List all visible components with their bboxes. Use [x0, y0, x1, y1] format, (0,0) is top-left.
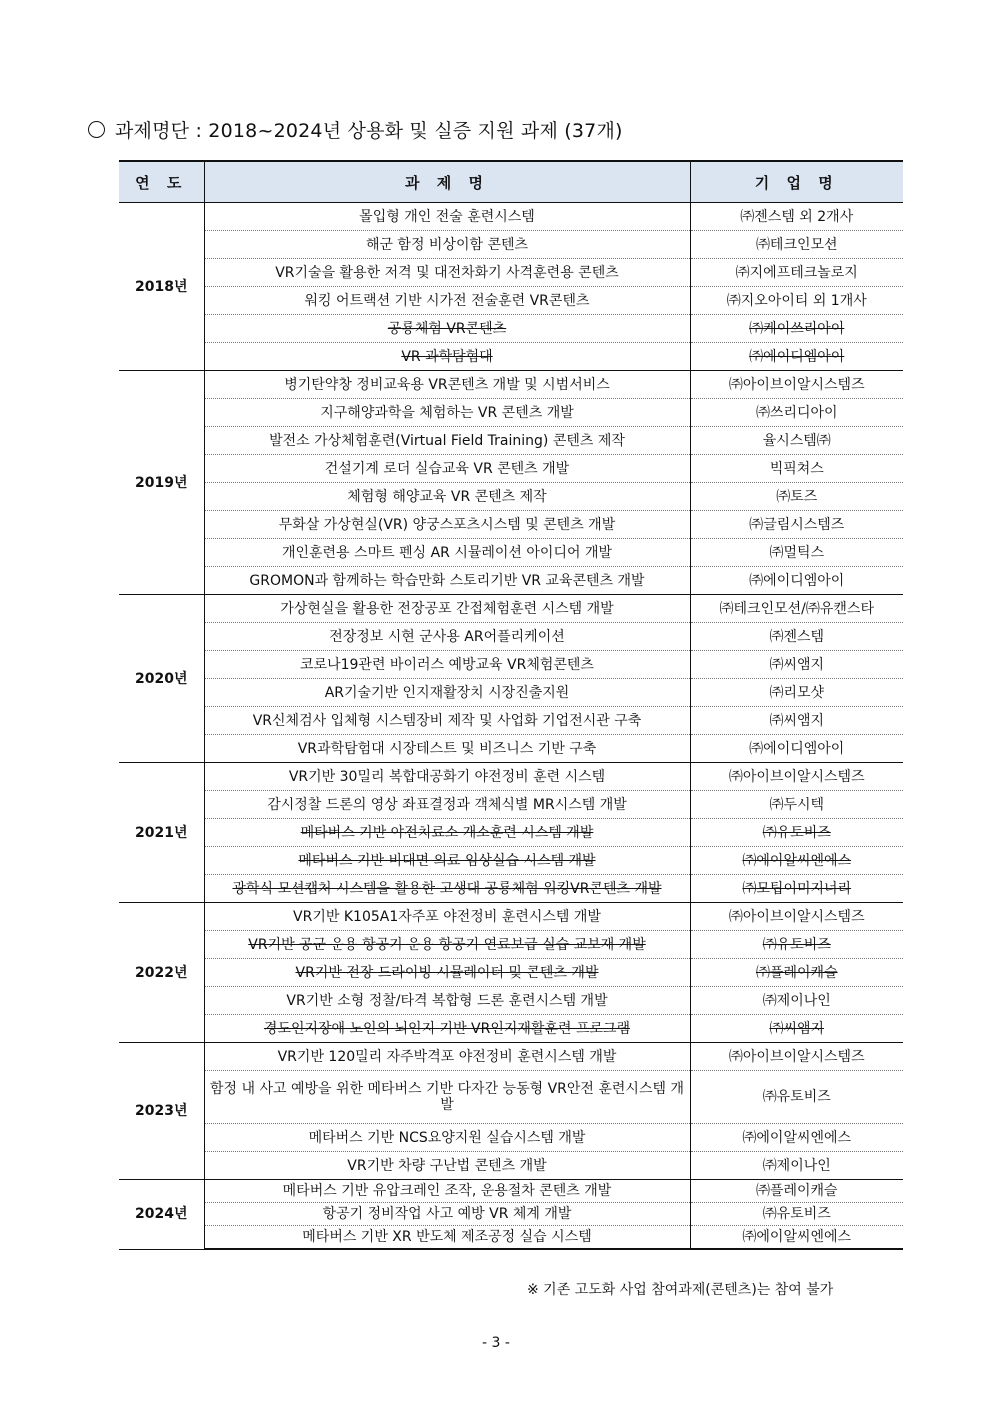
- company-name-cell: ㈜유토비즈: [690, 1071, 903, 1124]
- hollow-circle-bullet-icon: [88, 121, 105, 138]
- task-name-cell: 광학식 모션캡처 시스템을 활용한 고생대 공룡체험 워킹VR콘텐츠 개발: [204, 875, 690, 903]
- table-row: [119, 343, 903, 371]
- company-name-cell: ㈜모팁이미지너리: [690, 875, 903, 903]
- company-name-cell: ㈜씨앰지: [690, 707, 903, 735]
- task-name-cell: 감시정찰 드론의 영상 좌표결정과 객체식별 MR시스템 개발: [204, 791, 690, 819]
- company-name-cell: ㈜아이브이알시스템즈: [690, 903, 903, 931]
- table-row: [119, 455, 903, 483]
- company-name-cell: ㈜유토비즈: [690, 931, 903, 959]
- task-name-cell: AR기술기반 인지재활장치 시장진출지원: [204, 679, 690, 707]
- company-name-cell: ㈜아이브이알시스템즈: [690, 763, 903, 791]
- task-name-cell: 함정 내 사고 예방을 위한 메타버스 기반 다자간 능동형 VR안전 훈련시스템 개발: [204, 1071, 690, 1124]
- company-name-cell: 율시스템㈜: [690, 427, 903, 455]
- company-name-cell: ㈜에이알씨엔에스: [690, 847, 903, 875]
- task-name-cell: 가상현실을 활용한 전장공포 간접체험훈련 시스템 개발: [204, 595, 690, 623]
- task-name-cell: VR과학탐험대 시장테스트 및 비즈니스 기반 구축: [204, 735, 690, 763]
- company-name-cell: ㈜에이디엠아이: [690, 735, 903, 763]
- header-company: 기 업 명: [690, 161, 903, 203]
- company-name-cell: ㈜에이알씨엔에스: [690, 1124, 903, 1152]
- task-name-cell: VR기반 차량 구난법 콘텐츠 개발: [204, 1152, 690, 1180]
- year-cell: 2020년: [119, 595, 204, 763]
- table-body: [119, 203, 903, 1250]
- year-cell: 2019년: [119, 371, 204, 595]
- task-name-cell: 해군 함정 비상이함 콘텐츠: [204, 231, 690, 259]
- table-row: [119, 595, 903, 623]
- table-row: [119, 259, 903, 287]
- task-name-cell: GROMON과 함께하는 학습만화 스토리기반 VR 교육콘텐츠 개발: [204, 567, 690, 595]
- company-name-cell: ㈜에이디엠아이: [690, 567, 903, 595]
- table-row: [119, 371, 903, 399]
- company-name-cell: ㈜리모샷: [690, 679, 903, 707]
- year-cell: 2022년: [119, 903, 204, 1043]
- task-name-cell: 건설기계 로더 실습교육 VR 콘텐츠 개발: [204, 455, 690, 483]
- table-row: [119, 315, 903, 343]
- task-name-cell: VR신체검사 입체형 시스템장비 제작 및 사업화 기업전시관 구축: [204, 707, 690, 735]
- task-name-cell: 전장정보 시현 군사용 AR어플리케이션: [204, 623, 690, 651]
- company-name-cell: ㈜에이디엠아이: [690, 343, 903, 371]
- company-name-cell: ㈜테크인모션: [690, 231, 903, 259]
- company-name-cell: ㈜지오아이티 외 1개사: [690, 287, 903, 315]
- year-cell: 2018년: [119, 203, 204, 371]
- company-name-cell: ㈜아이브이알시스템즈: [690, 371, 903, 399]
- task-name-cell: 무화살 가상현실(VR) 양궁스포츠시스템 및 콘텐츠 개발: [204, 511, 690, 539]
- header-task: 과 제 명: [204, 161, 690, 203]
- table-row: [119, 1124, 903, 1152]
- company-name-cell: ㈜유토비즈: [690, 819, 903, 847]
- task-name-cell: 체험형 해양교육 VR 콘텐츠 제작: [204, 483, 690, 511]
- table-row: [119, 203, 903, 231]
- task-name-cell: 코로나19관련 바이러스 예방교육 VR체험콘텐츠: [204, 651, 690, 679]
- company-name-cell: ㈜에이알씨엔에스: [690, 1226, 903, 1250]
- table-row: [119, 511, 903, 539]
- table-row: [119, 483, 903, 511]
- section-title: 과제명단 : 2018~2024년 상용화 및 실증 지원 과제 (37개): [115, 120, 623, 142]
- company-name-cell: ㈜젠스템 외 2개사: [690, 203, 903, 231]
- year-cell: 2021년: [119, 763, 204, 903]
- task-name-cell: 메타버스 기반 XR 반도체 제조공정 실습 시스템: [204, 1226, 690, 1250]
- task-name-cell: 발전소 가상체험훈련(Virtual Field Training) 콘텐츠 제작: [204, 427, 690, 455]
- task-name-cell: VR기반 공군 운용 항공기 운용 항공기 연료보급 실습 교보재 개발: [204, 931, 690, 959]
- company-name-cell: ㈜젠스템: [690, 623, 903, 651]
- task-name-cell: 병기탄약창 정비교육용 VR콘텐츠 개발 및 시범서비스: [204, 371, 690, 399]
- table-row: [119, 1071, 903, 1124]
- task-name-cell: 개인훈련용 스마트 펜싱 AR 시뮬레이션 아이디어 개발: [204, 539, 690, 567]
- task-name-cell: 메타버스 기반 유압크레인 조작, 운용절차 콘텐츠 개발: [204, 1180, 690, 1203]
- footnote: ※ 기존 고도화 사업 참여과제(콘텐츠)는 참여 불가: [527, 1282, 834, 1298]
- task-name-cell: 메타버스 기반 비대면 의료 임상실습 시스템 개발: [204, 847, 690, 875]
- table-row: [119, 987, 903, 1015]
- company-name-cell: ㈜두시텍: [690, 791, 903, 819]
- company-name-cell: ㈜테크인모션/㈜유캔스타: [690, 595, 903, 623]
- table-row: [119, 847, 903, 875]
- table-row: [119, 623, 903, 651]
- table-row: [119, 819, 903, 847]
- task-name-cell: VR기반 30밀리 복합대공화기 야전정비 훈련 시스템: [204, 763, 690, 791]
- table-row: [119, 1152, 903, 1180]
- table-header-row: [119, 161, 903, 203]
- table-row: [119, 651, 903, 679]
- table-row: [119, 1043, 903, 1071]
- company-name-cell: ㈜지에프테크놀로지: [690, 259, 903, 287]
- task-name-cell: VR기반 전장 드라이빙 시뮬레이터 및 콘텐츠 개발: [204, 959, 690, 987]
- company-name-cell: ㈜제이나인: [690, 987, 903, 1015]
- project-list-table: [119, 160, 903, 1250]
- table-row: [119, 903, 903, 931]
- table-row: [119, 679, 903, 707]
- task-name-cell: 항공기 정비작업 사고 예방 VR 체계 개발: [204, 1203, 690, 1226]
- company-name-cell: ㈜토즈: [690, 483, 903, 511]
- section-heading: [88, 116, 623, 143]
- task-name-cell: 메타버스 기반 NCS요양지원 실습시스템 개발: [204, 1124, 690, 1152]
- company-name-cell: ㈜쓰리디아이: [690, 399, 903, 427]
- task-name-cell: VR 과학탐험대: [204, 343, 690, 371]
- company-name-cell: ㈜씨앰지: [690, 651, 903, 679]
- task-name-cell: 메타버스 기반 야전치료소 개소훈련 시스템 개발: [204, 819, 690, 847]
- task-name-cell: 워킹 어트랙션 기반 시가전 전술훈련 VR콘텐츠: [204, 287, 690, 315]
- company-name-cell: ㈜제이나인: [690, 1152, 903, 1180]
- table-row: [119, 875, 903, 903]
- company-name-cell: ㈜유토비즈: [690, 1203, 903, 1226]
- table-row: [119, 287, 903, 315]
- task-name-cell: 지구해양과학을 체험하는 VR 콘텐츠 개발: [204, 399, 690, 427]
- task-name-cell: 경도인지장애 노인의 뇌인지 기반 VR인지재활훈련 프로그램: [204, 1015, 690, 1043]
- table-row: [119, 791, 903, 819]
- company-name-cell: ㈜씨앰지: [690, 1015, 903, 1043]
- company-name-cell: 빅픽쳐스: [690, 455, 903, 483]
- table-row: [119, 1180, 903, 1203]
- table-row: [119, 539, 903, 567]
- task-name-cell: 몰입형 개인 전술 훈련시스템: [204, 203, 690, 231]
- task-name-cell: VR기반 소형 정찰/타격 복합형 드론 훈련시스템 개발: [204, 987, 690, 1015]
- task-name-cell: VR기반 K105A1자주포 야전정비 훈련시스템 개발: [204, 903, 690, 931]
- task-name-cell: VR기술을 활용한 저격 및 대전차화기 사격훈련용 콘텐츠: [204, 259, 690, 287]
- table-row: [119, 1203, 903, 1226]
- table-row: [119, 959, 903, 987]
- company-name-cell: ㈜멀틱스: [690, 539, 903, 567]
- company-name-cell: ㈜플레이캐슬: [690, 1180, 903, 1203]
- task-name-cell: VR기반 120밀리 자주박격포 야전정비 훈련시스템 개발: [204, 1043, 690, 1071]
- table-row: [119, 399, 903, 427]
- company-name-cell: ㈜케이쓰리아이: [690, 315, 903, 343]
- table-row: [119, 735, 903, 763]
- task-name-cell: 공룡체험 VR콘텐츠: [204, 315, 690, 343]
- company-name-cell: ㈜플레이캐슬: [690, 959, 903, 987]
- table-row: [119, 1226, 903, 1250]
- table-row: [119, 931, 903, 959]
- table-row: [119, 427, 903, 455]
- header-year: 연 도: [119, 161, 204, 203]
- page-number: - 3 -: [482, 1335, 510, 1351]
- table-row: [119, 707, 903, 735]
- year-cell: 2023년: [119, 1043, 204, 1180]
- year-cell: 2024년: [119, 1180, 204, 1250]
- company-name-cell: ㈜글림시스템즈: [690, 511, 903, 539]
- table-row: [119, 231, 903, 259]
- company-name-cell: ㈜아이브이알시스템즈: [690, 1043, 903, 1071]
- table-row: [119, 567, 903, 595]
- table-row: [119, 763, 903, 791]
- table-row: [119, 1015, 903, 1043]
